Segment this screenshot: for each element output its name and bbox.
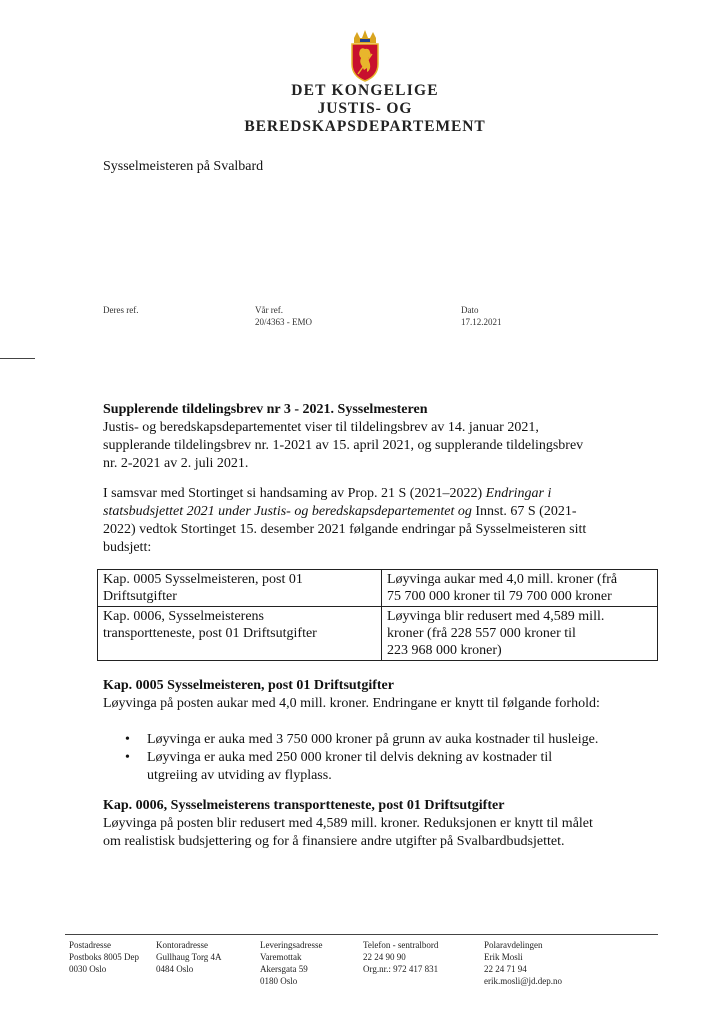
recipient: Sysselmeisteren på Svalbard (103, 159, 264, 174)
footer-email[interactable]: erik.mosli@jd.dep.no (484, 976, 563, 986)
var-ref-value: 20/4363 - EMO (255, 317, 312, 327)
fold-mark (0, 358, 35, 359)
list-item: • Løyvinga er auka med 250 000 kroner til delvis dekning av kostnader til utgreiing av utviding av flyplass. (125, 750, 553, 783)
cell-line: Kap. 0006, Sysselmeisterens (103, 609, 264, 624)
cell-line: Løyvinga aukar med 4,0 mill. kroner (frå (387, 572, 618, 587)
footer-delivery (260, 939, 322, 987)
deres-ref-label: Deres ref. (103, 305, 139, 315)
intro-line: nr. 2-2021 av 2. juli 2021. (103, 456, 249, 471)
footer-phone (363, 939, 438, 975)
list-item: • Løyvinga er auka med 3 750 000 kroner på grunn av auka kostnader til husleige. (125, 732, 599, 747)
para-text: Innst. 67 S (2021- (471, 504, 577, 519)
footer-line: Gullhaug Torg 4A (156, 952, 222, 962)
letter-title: Supplerende tildelingsbrev nr 3 - 2021. Sysselmesteren (103, 402, 428, 417)
para-text: 2022) vedtok Stortinget 15. desember 2021 følgande endringar på Sysselmeisteren sitt (103, 522, 587, 537)
footer-label: Polaravdelingen (484, 940, 543, 950)
intro-line: supplerande tildelingsbrev nr. 1-2021 av 15. april 2021, og supplerande tildelingsbrev (103, 438, 584, 453)
footer-office (156, 939, 222, 975)
footer-label: Leveringsadresse (260, 940, 323, 950)
cell-line: Løyvinga blir redusert med 4,589 mill. (387, 609, 605, 624)
table-row (98, 607, 658, 661)
section-heading: Kap. 0005 Sysselmeisteren, post 01 Driftsutgifter (103, 678, 394, 693)
section-text: Løyvinga på posten aukar med 4,0 mill. kroner. Endringane er knytt til følgande forhold: (103, 696, 600, 711)
footer-line: Postboks 8005 Dep (69, 952, 140, 962)
footer-line: 0030 Oslo (69, 964, 107, 974)
footer-postal (69, 939, 139, 975)
para-italic: statsbudsjettet 2021 under Justis- og beredskapsdepartementet og (103, 504, 472, 519)
cell-line: 223 968 000 kroner) (387, 643, 502, 658)
cell-line: Driftsutgifter (103, 589, 177, 604)
footer-label: Telefon - sentralbord (363, 940, 439, 950)
list-item-text: utgreiing av utviding av flyplass. (147, 768, 332, 783)
list-item-text: Løyvinga er auka med 250 000 kroner til delvis dekning av kostnader til (147, 750, 553, 765)
section-text: om realistisk budsjettering og for å finansiere andre utgifter på Svalbardbudsjettet. (103, 834, 565, 849)
footer-contact (484, 939, 562, 987)
date-label: Dato (461, 305, 479, 315)
date-value: 17.12.2021 (461, 317, 502, 327)
cell-line: kroner (frå 228 557 000 kroner til (387, 626, 576, 641)
var-ref-label: Vår ref. (255, 305, 283, 315)
intro-line: Justis- og beredskapsdepartementet viser til tildelingsbrev av 14. januar 2021, (103, 420, 539, 435)
footer-line: 22 24 71 94 (484, 964, 527, 974)
section-kap-0005 (103, 677, 663, 785)
para-text: budsjett: (103, 540, 152, 555)
list-item-text: Løyvinga er auka med 3 750 000 kroner på grunn av auka kostnader til husleige. (147, 732, 599, 747)
cell-line: transportteneste, post 01 Driftsutgifter (103, 626, 317, 641)
budget-table (97, 569, 658, 661)
footer-line: 0180 Oslo (260, 976, 298, 986)
footer-line: Akersgata 59 (260, 964, 308, 974)
footer-divider (65, 934, 658, 935)
section-heading: Kap. 0006, Sysselmeisterens transportteneste, post 01 Driftsutgifter (103, 798, 505, 813)
footer-line: 0484 Oslo (156, 964, 194, 974)
footer-line: Org.nr.: 972 417 831 (363, 964, 439, 974)
table-cell (382, 607, 658, 661)
budget-paragraph (103, 485, 663, 557)
section-text: Løyvinga på posten blir redusert med 4,589 mill. kroner. Reduksjonen er knytt til målet (103, 816, 593, 831)
footer-label: Postadresse (69, 940, 111, 950)
footer-line: 22 24 90 90 (363, 952, 406, 962)
cell-line: 75 700 000 kroner til 79 700 000 kroner (387, 589, 612, 604)
footer-line: Erik Mosli (484, 952, 523, 962)
coat-of-arms-icon (340, 30, 390, 82)
cell-line: Kap. 0005 Sysselmeisteren, post 01 (103, 572, 303, 587)
footer-label: Kontoradresse (156, 940, 208, 950)
department-name-line2: JUSTIS- OG BEREDSKAPSDEPARTEMENT (244, 100, 486, 135)
department-logo (200, 28, 530, 135)
intro-section (103, 401, 663, 473)
para-italic: Endringar i (485, 486, 552, 501)
section-kap-0006 (103, 797, 663, 851)
table-cell (382, 570, 658, 607)
department-name-line1: DET KONGELIGE (291, 82, 439, 99)
para-text: I samsvar med Stortinget si handsaming av Prop. 21 S (2021–2022) (103, 486, 486, 501)
footer-line: Varemottak (260, 952, 302, 962)
table-cell (98, 607, 382, 661)
bullet-list (103, 731, 663, 785)
table-cell (98, 570, 382, 607)
table-row (98, 570, 658, 607)
